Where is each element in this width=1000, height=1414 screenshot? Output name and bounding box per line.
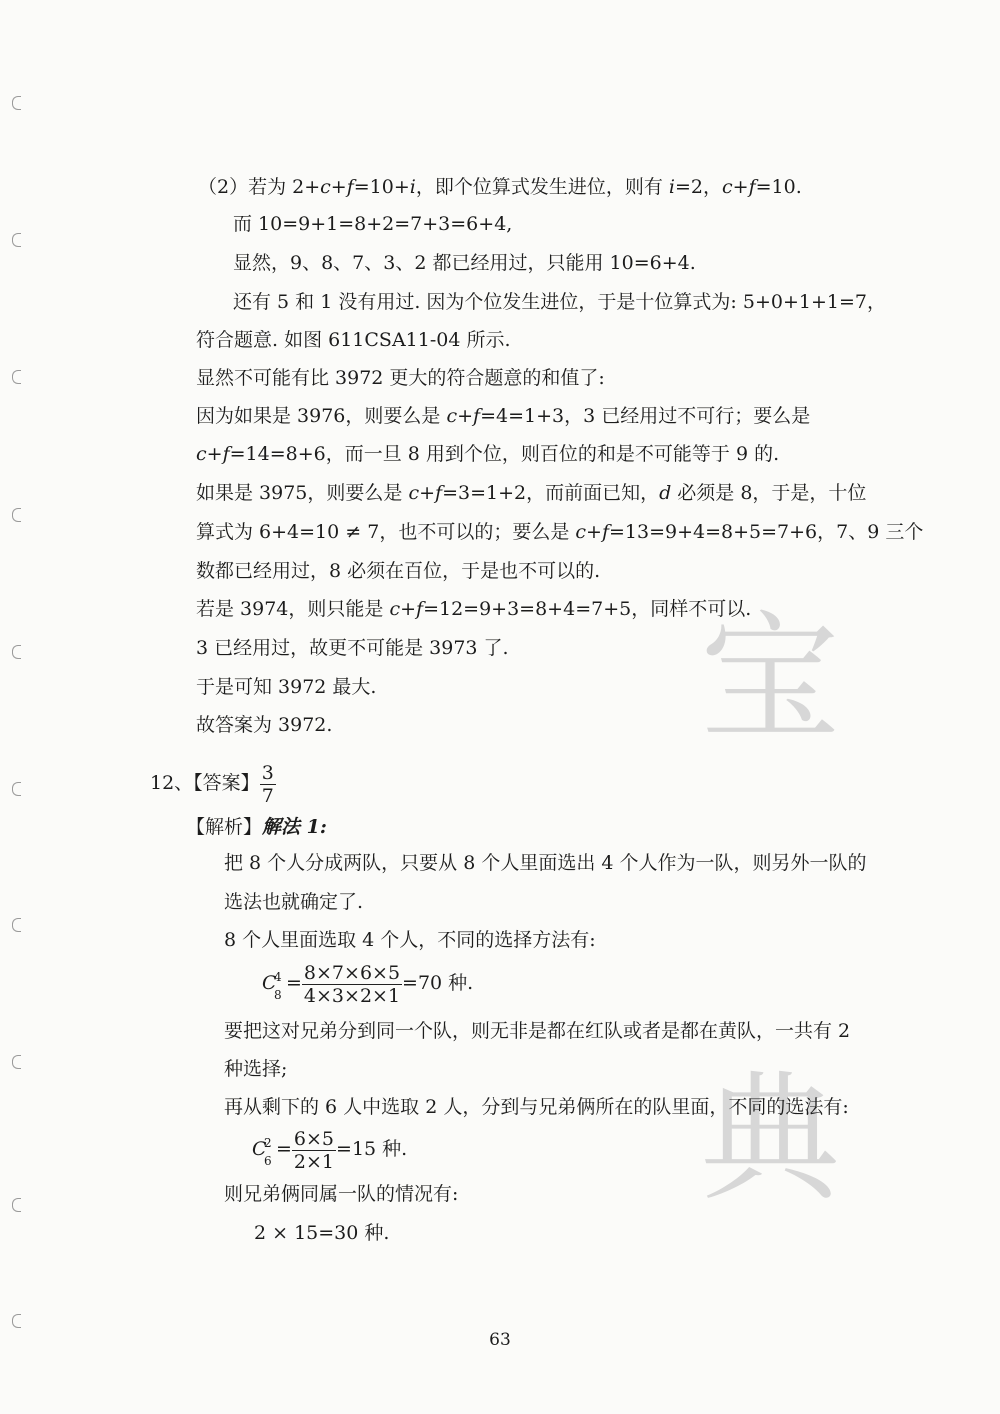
answer-fraction: $\frac{3}{7}$ xyxy=(261,761,274,807)
part2-line-5: 符合题意. 如图 611CSA11-04 所示. xyxy=(196,329,511,351)
proof-line-3: c+f=14=8+6，而一旦 8 用到个位，则百位的和是不可能等于 9 的. xyxy=(196,443,780,465)
part2-line-3: 显然，9、8、7、3、2 都已经用过，只能用 10=6+4. xyxy=(233,252,696,274)
q12-answer: 12、【答案】 $\frac{3}{7}$ xyxy=(150,761,274,807)
q12-para-8: 2 × 15=30 种. xyxy=(254,1222,390,1244)
q12-para-2: 选法也就确定了. xyxy=(224,891,364,913)
binding-hole xyxy=(12,508,21,522)
proof-line-7: 若是 3974，则只能是 c+f=12=9+3=8+4=7+5，同样不可以. xyxy=(196,598,752,620)
proof-line-4: 如果是 3975，则要么是 c+f=3=1+2，而前面已知，d 必须是 8，于是，十位 xyxy=(196,482,867,504)
combination-formula-1: C 4 8 = $\frac{8\times 7\times 6\times 5}{4\times 3\times 2\times 1}$ =70 种. xyxy=(262,961,474,1007)
q12-para-6: 再从剩下的 6 人中选取 2 人，分到与兄弟俩所在的队里面，不同的选法有: xyxy=(224,1096,849,1118)
q12-para-3: 8 个人里面选取 4 个人，不同的选择方法有: xyxy=(224,929,596,951)
binding-hole xyxy=(12,782,21,796)
binding-hole xyxy=(12,645,21,659)
q12-para-4: 要把这对兄弟分到同一个队，则无非是都在红队或者是都在黄队，一共有 2 xyxy=(224,1020,851,1042)
binding-hole xyxy=(12,370,21,384)
binding-hole xyxy=(12,233,21,247)
proof-line-10: 故答案为 3972. xyxy=(196,714,333,736)
binding-hole xyxy=(12,1314,21,1328)
page-number: 63 xyxy=(489,1330,511,1350)
q12-para-5: 种选择; xyxy=(224,1058,288,1080)
binding-hole xyxy=(12,1055,21,1069)
proof-line-8: 3 已经用过，故更不可能是 3973 了. xyxy=(196,637,509,659)
binding-hole xyxy=(12,1198,21,1212)
watermark-char: 典 xyxy=(700,1058,841,1221)
q12-para-7: 则兄弟俩同属一队的情况有: xyxy=(224,1183,459,1205)
q12-para-1: 把 8 个人分成两队，只要从 8 个人里面选出 4 个人作为一队，则另外一队的 xyxy=(224,852,867,874)
watermark-char: 宝 xyxy=(700,598,841,761)
part2-line-1: （2）若为 2+c+f=10+i，即个位算式发生进位，则有 i=2，c+f=10. xyxy=(198,176,802,198)
binding-hole xyxy=(12,96,21,110)
q12-analysis-label: 【解析】解法 1: xyxy=(186,816,327,838)
proof-line-9: 于是可知 3972 最大. xyxy=(196,676,377,698)
proof-line-2: 因为如果是 3976，则要么是 c+f=4=1+3，3 已经用过不可行；要么是 xyxy=(196,405,811,427)
proof-line-5: 算式为 6+4=10 ≠ 7，也不可以的；要么是 c+f=13=9+4=8+5=7+6，7、9 三个 xyxy=(196,521,924,543)
combination-formula-2: C 2 6 = $\frac{6\times 5}{2\times 1}$ =15 种. xyxy=(252,1127,408,1173)
proof-line-6: 数都已经用过，8 必须在百位，于是也不可以的. xyxy=(196,560,601,582)
part2-line-4: 还有 5 和 1 没有用过. 因为个位发生进位，于是十位算式为: 5+0+1+1=7， xyxy=(233,291,886,313)
proof-line-1: 显然不可能有比 3972 更大的符合题意的和值了: xyxy=(196,367,605,389)
binding-hole xyxy=(12,918,21,932)
part2-line-2: 而 10=9+1=8+2=7+3=6+4, xyxy=(233,213,513,235)
